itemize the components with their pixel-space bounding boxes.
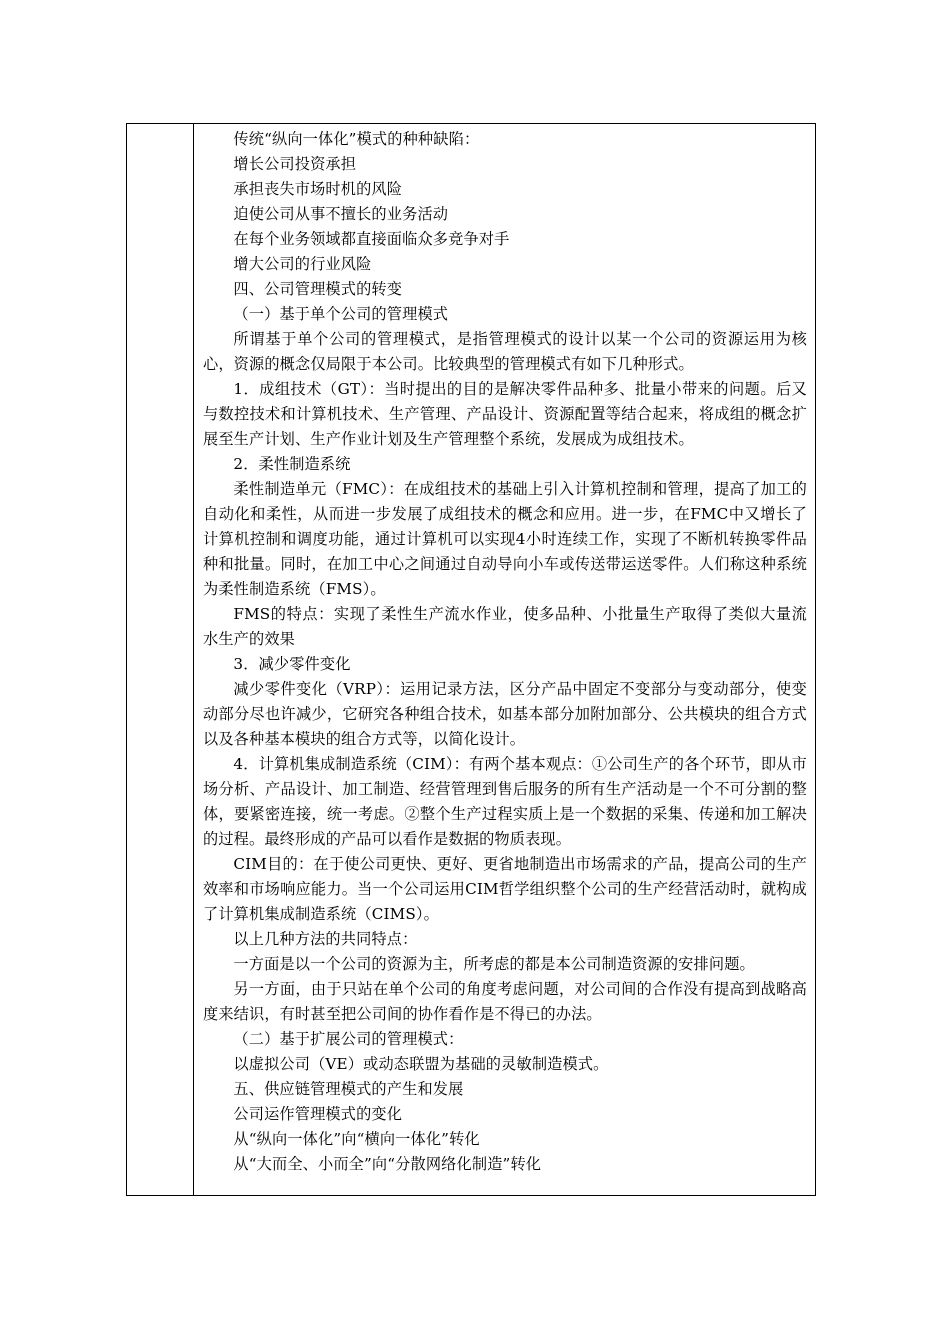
paragraph-20: 另一方面，由于只站在单个公司的角度考虑问题，对公司间的合作没有提高到战略高度来结识，有时甚至把公司间的协作看作是不得已的办法。 xyxy=(203,980,807,1023)
section-heading-4: 四、公司管理模式的转变 xyxy=(233,280,403,298)
paragraph-1: 传统“纵向一体化”模式的种种缺陷： xyxy=(233,130,480,148)
paragraph-13: FMS的特点：实现了柔性生产流水作业，使多品种、小批量生产取得了类似大量流水生产的效果 xyxy=(203,605,807,648)
paragraph-6: 增大公司的行业风险 xyxy=(233,255,372,273)
paragraph-16: 4．计算机集成制造系统（CIM）：有两个基本观点：①公司生产的各个环节，即从市场分析、产品设计、加工制造、经营管理到售后服务的所有生产活动是一个不可分割的整体，要紧密连接，统一考虑。②整个生产过程实质上是一个数据的采集、传递和加工解决的过程。最终形成的产品可以看作是数据的物质表现。 xyxy=(203,755,807,848)
paragraph-17: CIM目的：在于使公司更快、更好、更省地制造出市场需求的产品，提高公司的生产效率和市场响应能力。当一个公司运用CIM哲学组织整个公司的生产经营活动时，就构成了计算机集成制造系统（CIMS）。 xyxy=(203,855,807,923)
paragraph-24: 公司运作管理模式的变化 xyxy=(233,1105,403,1123)
paragraph-25: 从“纵向一体化”向“横向一体化”转化 xyxy=(233,1130,480,1148)
paragraph-22: 以虚拟公司（VE）或动态联盟为基础的灵敏制造模式。 xyxy=(233,1055,609,1073)
content-table xyxy=(126,123,816,1196)
paragraph-19: 一方面是以一个公司的资源为主，所考虑的都是本公司制造资源的安排问题。 xyxy=(233,955,755,973)
paragraph-14: 3．减少零件变化 xyxy=(233,655,351,673)
paragraph-15: 减少零件变化（VRP）：运用记录方法，区分产品中固定不变部分与变动部分，使变动部分尽也许减少，它研究各种组合技术，如基本部分加附加部分、公共模块的组合方式以及各种基本模块的组合方式等，以简化设计。 xyxy=(203,680,807,748)
paragraph-18: 以上几种方法的共同特点： xyxy=(233,930,418,948)
paragraph-26: 从“大而全、小而全”向“分散网络化制造”转化 xyxy=(233,1155,542,1173)
left-empty-column xyxy=(127,124,194,1195)
paragraph-10: 1．成组技术（GT）：当时提出的目的是解决零件品种多、批量小带来的问题。后又与数控技术和计算机技术、生产管理、产品设计、资源配置等结合起来，将成组的概念扩展至生产计划、生产作业计划及生产管理整个系统，发展成为成组技术。 xyxy=(203,380,807,448)
subsection-heading-2: （二）基于扩展公司的管理模式： xyxy=(233,1030,464,1048)
paragraph-9: 所谓基于单个公司的管理模式，是指管理模式的设计以某一个公司的资源运用为核心，资源的概念仅局限于本公司。比较典型的管理模式有如下几种形式。 xyxy=(203,330,807,373)
paragraph-3: 承担丧失市场时机的风险 xyxy=(233,180,403,198)
section-heading-5: 五、供应链管理模式的产生和发展 xyxy=(233,1080,464,1098)
content-cell xyxy=(194,124,815,1195)
paragraph-12: 柔性制造单元（FMC）：在成组技术的基础上引入计算机控制和管理，提高了加工的自动化和柔性，从而进一步发展了成组技术的概念和应用。进一步，在FMC中又增长了计算机控制和调度功能，通过计算机可以实现4小时连续工作，实现了不断机转换零件品种和批量。同时，在加工中心之间通过自动导向小车或传送带运送零件。人们称这种系统为柔性制造系统（FMS）。 xyxy=(203,480,807,598)
paragraph-11: 2．柔性制造系统 xyxy=(233,455,351,473)
paragraph-4: 迫使公司从事不擅长的业务活动 xyxy=(233,205,449,223)
paragraph-2: 增长公司投资承担 xyxy=(233,155,357,173)
subsection-heading-1: （一）基于单个公司的管理模式 xyxy=(233,305,449,323)
paragraph-5: 在每个业务领域都直接面临众多竞争对手 xyxy=(233,230,510,248)
